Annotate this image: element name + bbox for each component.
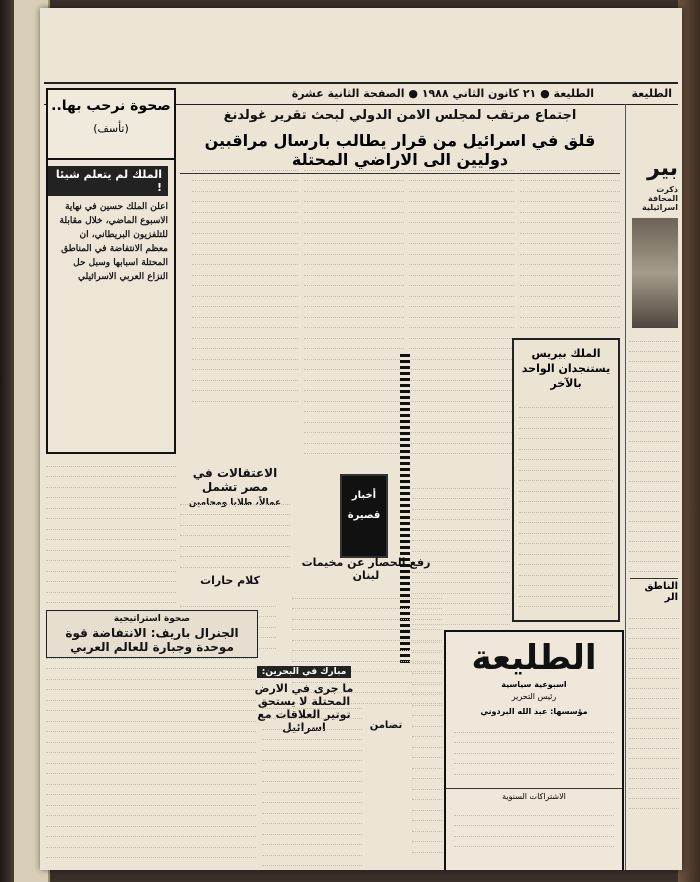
main-story-column-2 xyxy=(409,160,514,460)
opinion-title: صحوة نرحب بها.. xyxy=(51,98,171,114)
publisher-tagline: اسبوعية سياسية xyxy=(501,680,567,689)
egypt-arrests-headline: عمالاً، طلابا ومحامين xyxy=(188,498,282,508)
strategic-text xyxy=(46,648,256,868)
publisher-subscription-rates xyxy=(454,805,614,853)
issue-info: الطليعة ● ٢١ كانون الثاني ١٩٨٨ ● الصفحة الثانية عشرة xyxy=(291,87,594,100)
side-strip-text-2 xyxy=(629,609,679,809)
side-strip-label: الناطق الر xyxy=(630,578,678,603)
egypt-arrests-text xyxy=(180,494,290,574)
editorial-continued-text xyxy=(46,456,176,606)
strategic-headline: الجنرال باريف: الانتفاضة قوة موحدة وجبارة للعالم العربي xyxy=(65,626,239,654)
strategic-kicker: صحوة استراتيجية xyxy=(113,614,191,624)
side-strip-headline: بير xyxy=(647,156,678,181)
boxed-story-text xyxy=(519,397,613,617)
side-strip-kicker: ذكرت المحافة اسرائيلية xyxy=(642,185,678,212)
main-story-column-1 xyxy=(520,160,620,350)
boxed-story-title: الملك بيريس يستنجدان الواحد بالآخر xyxy=(521,347,611,390)
main-story-column-4 xyxy=(192,160,298,410)
boxed-story xyxy=(512,338,620,622)
kalam-harat-heading: كلام حارات xyxy=(200,574,260,587)
opinion-author: (تأسف) xyxy=(93,122,129,135)
bahrain-kicker: مبارك في البحرين: xyxy=(257,666,352,678)
lebanon-camps-heading: رفع الحصار عن مخيمات لبنان xyxy=(301,556,431,582)
main-story-headline: قلق في اسرائيل من قرار يطالب بارسال مراقبين دوليين الى الاراضي المحتلة xyxy=(180,131,620,174)
newspaper-page xyxy=(40,8,682,870)
solidarity-heading: تضامن xyxy=(369,720,403,731)
editorial-box xyxy=(46,158,176,454)
bahrain-headline: ما جرى في الارض المحتلة لا يستحق توتير العلاقات مع اسرائيل xyxy=(254,682,354,734)
publisher-founder: مؤسسها: عبد الله البردوني xyxy=(480,707,588,716)
main-story-kicker: اجتماع مرتقب لمجلس الامن الدولي لبحث تقرير غولدنغ xyxy=(223,108,577,123)
editorial-label: الملك لم يتعلم شيئا ! xyxy=(48,166,168,196)
solidarity-text xyxy=(412,632,442,862)
publisher-subscriptions: الاشتراكات السنوية xyxy=(446,788,622,801)
publisher-editor: رئيس التحرير xyxy=(511,692,557,701)
side-strip-photo xyxy=(632,218,678,328)
egypt-arrests-kicker: الاعتقالات في مصر تشمل xyxy=(192,466,278,494)
main-story-column-3 xyxy=(304,160,404,460)
editorial-body: اعلن الملك حسين في نهاية الاسبوع الماضي، خلال مقابلة للتلفزيون البريطاني، ان معظم الانتفاضة في المناطق المحتلة اسبابها وسبل حل النزاع العربي الاسرائيلي xyxy=(59,202,168,282)
publisher-box xyxy=(444,630,624,870)
short-news-box: أخبار قصيرة xyxy=(340,474,388,558)
book-binding xyxy=(0,0,14,882)
side-strip-text xyxy=(629,332,679,572)
side-strip xyxy=(625,104,682,870)
masthead-name: الطليعة xyxy=(631,87,672,100)
publisher-address xyxy=(454,722,614,782)
publisher-logo: الطليعة xyxy=(471,638,597,678)
